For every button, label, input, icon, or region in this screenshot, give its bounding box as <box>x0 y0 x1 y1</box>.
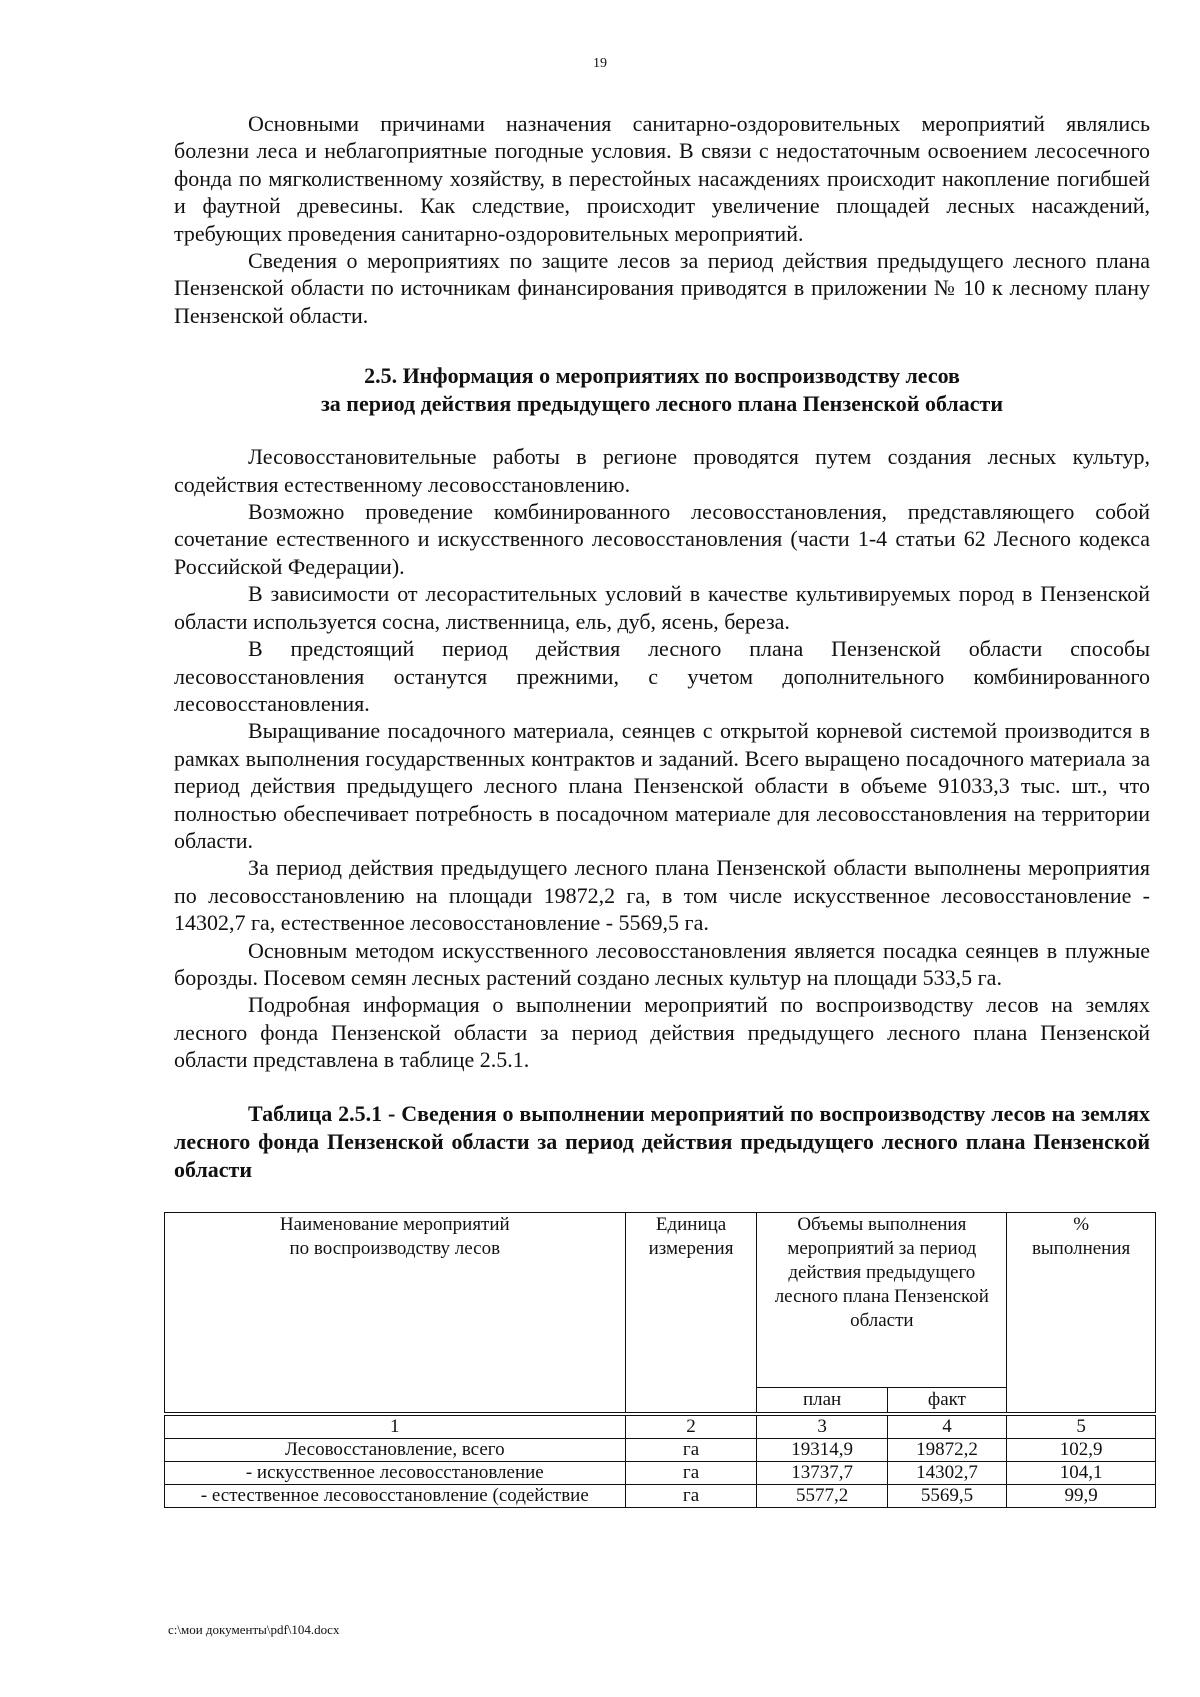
table-row <box>165 1484 1156 1507</box>
page-number: 19 <box>593 56 607 71</box>
table-row <box>165 1438 1156 1461</box>
reforestation-table <box>164 1212 1156 1508</box>
column-number: 4 <box>887 1414 1007 1439</box>
table-header-row <box>165 1212 1156 1387</box>
paragraph: Основными причинами назначения санитарно-оздоровительных мероприятий являлись болезни леса и неблагоприятные погодные условия. В связи с недостаточным освоением лесосечного фонда по мягколиственному хозяйству, в перестойных насаждениях происходит накопление погибшей и фаутной древесины. Как следствие, происходит увеличение площадей лесных насаждений, требующих проведения санитарно-оздоровительных мероприятий. <box>174 111 1150 246</box>
paragraph: Сведения о мероприятиях по защите лесов за период действия предыдущего лесного плана Пензенской области по источникам финансирования приводятся в приложении № 10 к лесному плану Пензенской области. <box>174 248 1150 328</box>
cell-plan: 13737,7 <box>757 1461 887 1484</box>
column-number: 1 <box>165 1414 626 1439</box>
section-title-line: за период действия предыдущего лесного плана Пензенской области <box>320 391 1004 417</box>
paragraph: Выращивание посадочного материала, сеянцев с открытой корневой системой производится в рамках выполнения государственных контрактов и заданий. Всего выращено посадочного материала за период действия предыдущего лесного плана Пензенской области в объеме 91033,3 тыс. шт., что полностью обеспечивает потребность в посадочном материале для лесовосстановления на территории области. <box>174 718 1150 853</box>
paragraph: Возможно проведение комбинированного лесовосстановления, представляющего собой сочетание естественного и искусственного лесовосстановления (части 1-4 статьи 62 Лесного кодекса Российской Федерации). <box>174 499 1150 579</box>
cell-name: Лесовосстановление, всего <box>165 1438 626 1461</box>
column-number: 5 <box>1007 1414 1156 1439</box>
cell-unit: га <box>625 1438 757 1461</box>
table-caption: Таблица 2.5.1 - Сведения о выполнении мероприятий по воспроизводству лесов на землях лесного фонда Пензенской области за период действия предыдущего лесного плана Пензенской области <box>174 1100 1150 1182</box>
document-body <box>174 110 1150 1508</box>
paragraph: В предстоящий период действия лесного плана Пензенской области способы лесовосстановления останутся прежними, с учетом дополнительного комбинированного лесовосстановления. <box>174 636 1150 716</box>
header-fact: факт <box>887 1387 1007 1414</box>
cell-percent: 99,9 <box>1007 1484 1156 1507</box>
cell-name: - естественное лесовосстановление (содействие <box>165 1484 626 1507</box>
cell-unit: га <box>625 1461 757 1484</box>
header-activity-name: Наименование мероприятий по воспроизводству лесов <box>165 1212 626 1414</box>
paragraph: В зависимости от лесорастительных условий в качестве культивируемых пород в Пензенской области используется сосна, лиственница, ель, дуб, ясень, береза. <box>174 581 1150 634</box>
cell-unit: га <box>625 1484 757 1507</box>
header-volumes: Объемы выполнения мероприятий за период действия предыдущего лесного плана Пензенской области <box>757 1212 1007 1387</box>
paragraph: За период действия предыдущего лесного плана Пензенской области выполнены мероприятия по лесовосстановлению на площади 19872,2 га, в том числе искусственное лесовосстановление - 14302,7 га, естественное лесовосстановление - 5569,5 га. <box>174 855 1150 936</box>
section-title-line: 2.5. Информация о мероприятиях по воспроизводству лесов <box>364 363 960 389</box>
cell-fact: 19872,2 <box>887 1438 1007 1461</box>
cell-name: - искусственное лесовосстановление <box>165 1461 626 1484</box>
cell-fact: 5569,5 <box>887 1484 1007 1507</box>
header-plan: план <box>757 1387 887 1414</box>
cell-fact: 14302,7 <box>887 1461 1007 1484</box>
paragraph: Подробная информация о выполнении мероприятий по воспроизводству лесов на землях лесного фонда Пензенской области за период действия предыдущего лесного плана Пензенской области представлена в таблице 2.5.1. <box>174 992 1150 1073</box>
paragraph: Основным методом искусственного лесовосстановления является посадка сеянцев в плужные борозды. Посевом семян лесных растений создано лесных культур на площади 533,5 га. <box>174 937 1150 990</box>
cell-percent: 102,9 <box>1007 1438 1156 1461</box>
column-number-row <box>165 1414 1156 1439</box>
header-percent: % выполнения <box>1007 1212 1156 1414</box>
table-row <box>165 1461 1156 1484</box>
cell-plan: 5577,2 <box>757 1484 887 1507</box>
footer-file-path: c:\мои документы\pdf\104.docx <box>168 1622 340 1637</box>
paragraph: Лесовосстановительные работы в регионе проводятся путем создания лесных культур, содействия естественному лесовосстановлению. <box>174 444 1150 497</box>
column-number: 3 <box>757 1414 887 1439</box>
cell-percent: 104,1 <box>1007 1461 1156 1484</box>
column-number: 2 <box>625 1414 757 1439</box>
section-title <box>174 362 1150 418</box>
cell-plan: 19314,9 <box>757 1438 887 1461</box>
header-unit: Единица измерения <box>625 1212 757 1414</box>
